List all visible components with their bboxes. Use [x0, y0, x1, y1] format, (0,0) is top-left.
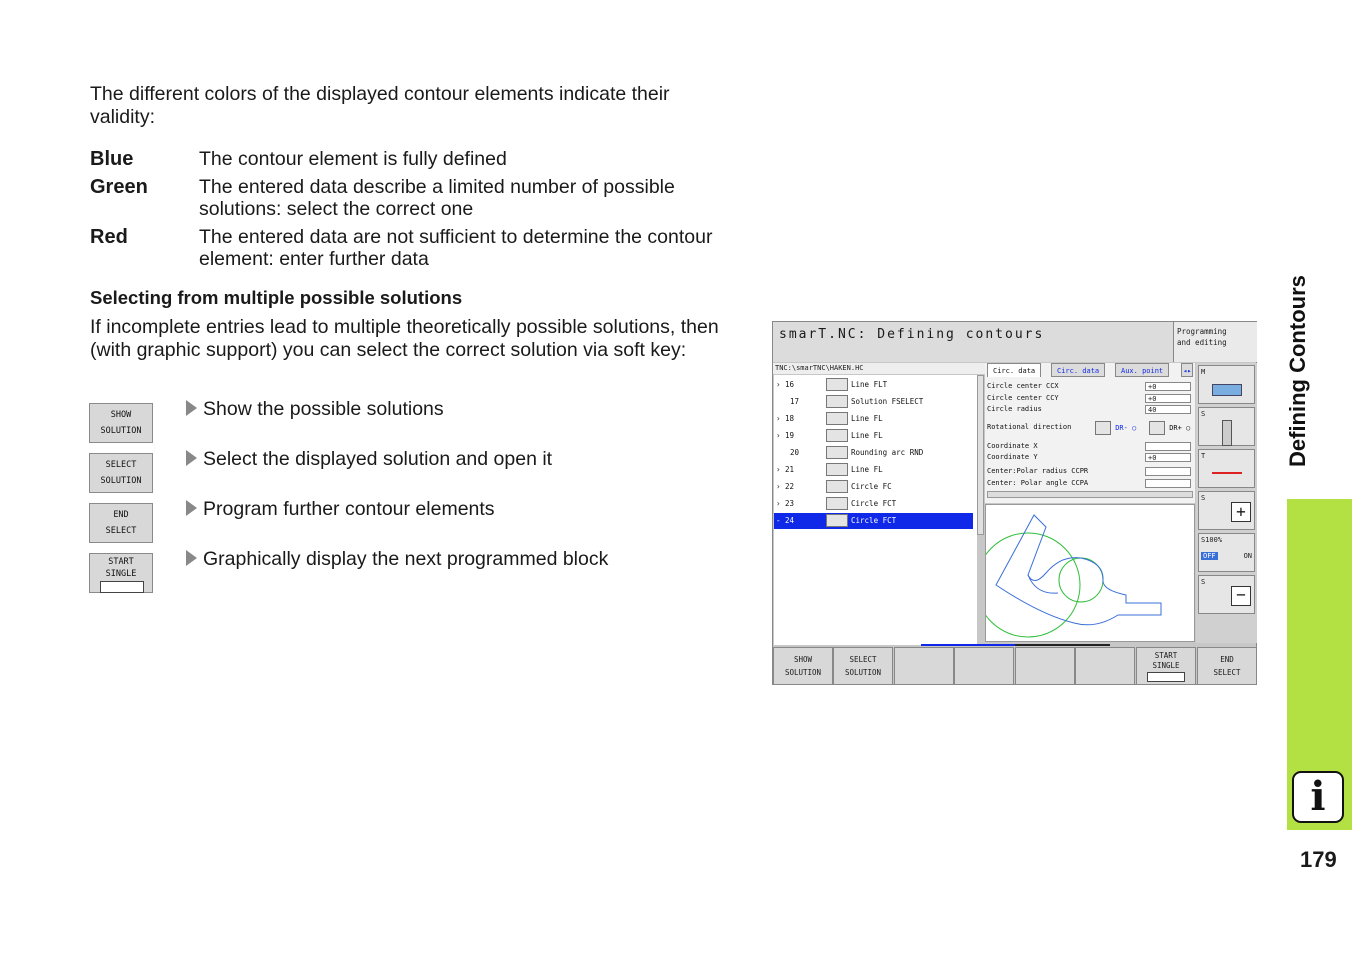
softkey-line2: SINGLE [1152, 661, 1180, 670]
softkey-line1: SELECT [105, 460, 137, 470]
field-label: Coordinate Y [987, 453, 1038, 461]
softkey-line1: SHOW [110, 410, 132, 420]
softkey-line1: START [1154, 651, 1178, 660]
list-item[interactable] [774, 479, 973, 495]
block-label: Line FL [851, 431, 883, 440]
section-heading: Selecting from multiple possible solutions [90, 287, 463, 308]
step-arrow-icon [186, 550, 197, 566]
solution-circle [986, 533, 1080, 637]
on-label: ON [1243, 552, 1252, 560]
block-list-icon [1147, 672, 1185, 682]
softkey-line2: SELECT [105, 526, 137, 536]
page-number: 179 [1300, 847, 1337, 872]
m-label: M [1201, 368, 1206, 376]
select-solution-softkey-icon [89, 453, 153, 493]
direction-arc-icon [1095, 421, 1111, 435]
block-number: › 23 [776, 499, 795, 508]
block-number: 17 [790, 397, 800, 406]
block-label: Line FLT [851, 380, 888, 389]
s-label: S [1201, 410, 1206, 418]
block-label: Circle FCT [851, 516, 897, 525]
contour-outline [996, 515, 1161, 625]
softkey-line2: SELECT [1213, 668, 1241, 677]
tool-button[interactable] [1198, 449, 1255, 488]
radio-dr-minus[interactable]: DR- ○ [1095, 421, 1136, 435]
control-screen [772, 321, 1257, 685]
contour-arc [1028, 575, 1058, 593]
mode-line1: Programming [1177, 327, 1227, 336]
softkey-line2: SOLUTION [100, 426, 142, 436]
tab-circ-data[interactable]: Circ. data [987, 363, 1041, 377]
step-end-select [186, 498, 495, 521]
section-paragraph: If incomplete entries lead to multiple theoretically possible solutions, then (with graphic support) you can select the correct solution via soft key: [90, 316, 719, 361]
legend-desc-blue: The contour element is fully defined [199, 148, 507, 170]
end-select-softkey-icon [89, 503, 153, 543]
tab-aux-point[interactable]: Aux. point [1115, 363, 1169, 377]
block-label: Circle FCT [851, 499, 897, 508]
dr-minus-label: DR- [1115, 424, 1128, 432]
list-item[interactable] [774, 428, 973, 444]
screen-title: smarT.NC: Defining contours [773, 322, 1173, 362]
empty-softkey[interactable] [1015, 647, 1075, 685]
file-path: TNC:\smarTNC\HAKEN.HC [773, 363, 987, 374]
s-label: S [1201, 494, 1206, 502]
minus-icon: − [1231, 586, 1251, 606]
contour-circle-icon [826, 497, 848, 510]
form-hscrollbar[interactable] [987, 491, 1193, 498]
show-solution-softkey[interactable] [773, 647, 833, 685]
tool-change-icon [1212, 472, 1242, 474]
legend-term-red: Red [90, 226, 128, 248]
contour-circle-icon [826, 480, 848, 493]
empty-softkey[interactable] [1075, 647, 1135, 685]
empty-softkey[interactable] [954, 647, 1014, 685]
radio-dr-plus[interactable]: DR+ ○ [1149, 421, 1190, 435]
contour-circle-icon [826, 514, 848, 527]
step-text: Program further contour elements [203, 498, 495, 520]
step-text: Graphically display the next programmed block [203, 548, 609, 570]
softkey-line1: END [1220, 655, 1234, 664]
step-arrow-icon [186, 400, 197, 416]
direction-arc-icon [1149, 421, 1165, 435]
field-label: Circle radius [987, 405, 1042, 413]
step-start-single [186, 548, 608, 571]
list-scrollbar[interactable] [977, 375, 984, 535]
machine-status-panel [1196, 363, 1257, 643]
contour-solution-icon [826, 395, 848, 408]
block-label: Solution FSELECT [851, 397, 924, 406]
block-number: 20 [790, 448, 800, 457]
contour-graphic [985, 504, 1195, 642]
show-solution-softkey-icon [89, 403, 153, 443]
softkey-line1: SELECT [849, 655, 877, 664]
field-label: Center: Polar angle CCPA [987, 479, 1089, 487]
softkey-line1: SHOW [793, 655, 813, 664]
block-number: › 16 [776, 380, 795, 389]
ccx-input[interactable]: +0 [1145, 382, 1191, 391]
spindle-icon [1222, 420, 1232, 446]
progress-indicator-2 [1015, 644, 1110, 646]
tab-circ-data-2[interactable]: Circ. data [1051, 363, 1105, 377]
radius-input[interactable]: 40 [1145, 405, 1191, 414]
list-item[interactable] [774, 445, 973, 461]
spindle-plus-button[interactable] [1198, 491, 1255, 530]
list-item[interactable] [774, 496, 973, 512]
contour-rounding-icon [826, 446, 848, 459]
softkey-line1: END [113, 510, 129, 520]
spindle-minus-button[interactable] [1198, 575, 1255, 614]
coord-y-input[interactable]: +0 [1145, 453, 1191, 462]
softkey-line2: SOLUTION [784, 668, 822, 677]
softkey-row [773, 647, 1257, 685]
legend-term-green: Green [90, 176, 148, 198]
operating-mode [1173, 322, 1257, 362]
softkey-line2: SOLUTION [100, 476, 142, 486]
block-label: Rounding arc RND [851, 448, 924, 457]
intro-paragraph: The different colors of the displayed contour elements indicate their validity: [90, 83, 670, 128]
block-label: Circle FC [851, 482, 892, 491]
step-arrow-icon [186, 500, 197, 516]
list-item[interactable] [774, 394, 973, 410]
contour-line-icon [826, 463, 848, 476]
block-number: › 18 [776, 414, 795, 423]
legend-term-blue: Blue [90, 148, 134, 170]
ccy-input[interactable]: +0 [1145, 394, 1191, 403]
empty-softkey[interactable] [894, 647, 954, 685]
list-item-selected[interactable] [774, 513, 973, 529]
m-function-button[interactable] [1198, 365, 1255, 404]
progress-indicator [921, 644, 1015, 646]
softkey-line2: SINGLE [105, 569, 137, 579]
dr-plus-label: DR+ [1169, 424, 1182, 432]
select-solution-softkey[interactable] [833, 647, 893, 685]
softkey-line2: SOLUTION [844, 668, 882, 677]
spindle-override-button[interactable] [1198, 533, 1255, 572]
t-label: T [1201, 452, 1206, 460]
contour-block-list [774, 375, 977, 645]
list-item[interactable] [774, 411, 973, 427]
contour-drawing [986, 505, 1194, 641]
field-label: Circle center CCY [987, 394, 1059, 402]
plus-icon: + [1231, 502, 1251, 522]
info-glyph: i [1310, 773, 1326, 820]
contour-line-icon [826, 412, 848, 425]
ccpr-input[interactable] [1145, 467, 1191, 476]
field-label: Coordinate X [987, 442, 1038, 450]
contour-line-icon [826, 378, 848, 391]
block-number: › 21 [776, 465, 795, 474]
field-label: Center:Polar radius CCPR [987, 467, 1089, 475]
block-label: Line FL [851, 465, 883, 474]
end-select-softkey[interactable] [1197, 647, 1257, 685]
mode-line2: and editing [1177, 338, 1227, 347]
step-show-solution [186, 398, 444, 421]
block-label: Line FL [851, 414, 883, 423]
s100-label: S100% [1201, 536, 1223, 544]
field-label: Rotational direction [987, 423, 1072, 431]
step-text: Select the displayed solution and open it [203, 448, 553, 470]
tab-scroll-arrows-icon[interactable]: ◂▸ [1181, 363, 1193, 377]
step-arrow-icon [186, 450, 197, 466]
contour-line-icon [826, 429, 848, 442]
field-label: Circle center CCX [987, 382, 1059, 390]
coord-x-input[interactable] [1145, 442, 1191, 451]
spindle-button[interactable] [1198, 407, 1255, 446]
list-item[interactable] [774, 462, 973, 478]
step-select-solution [186, 448, 552, 471]
block-number: › 22 [776, 482, 795, 491]
off-label: OFF [1203, 552, 1216, 560]
block-number: - 24 [776, 516, 795, 525]
start-single-softkey-icon [89, 553, 153, 593]
list-item[interactable] [774, 377, 973, 393]
info-icon [1292, 771, 1344, 823]
machine-icon [1212, 384, 1242, 396]
s-label: S [1201, 578, 1206, 586]
step-text: Show the possible solutions [203, 398, 444, 420]
legend-desc-green: The entered data describe a limited number of possible solutions: select the correct one [199, 176, 675, 220]
start-single-softkey[interactable] [1136, 647, 1196, 685]
block-number: › 19 [776, 431, 795, 440]
legend-desc-red: The entered data are not sufficient to determine the contour element: enter further data [199, 226, 713, 270]
block-list-icon [100, 581, 144, 593]
chapter-side-title [1285, 252, 1315, 472]
softkey-line1: START [108, 557, 134, 567]
contour-data-form [985, 363, 1195, 503]
chapter-title-text: Defining Contours [1285, 275, 1310, 467]
ccpa-input[interactable] [1145, 479, 1191, 488]
